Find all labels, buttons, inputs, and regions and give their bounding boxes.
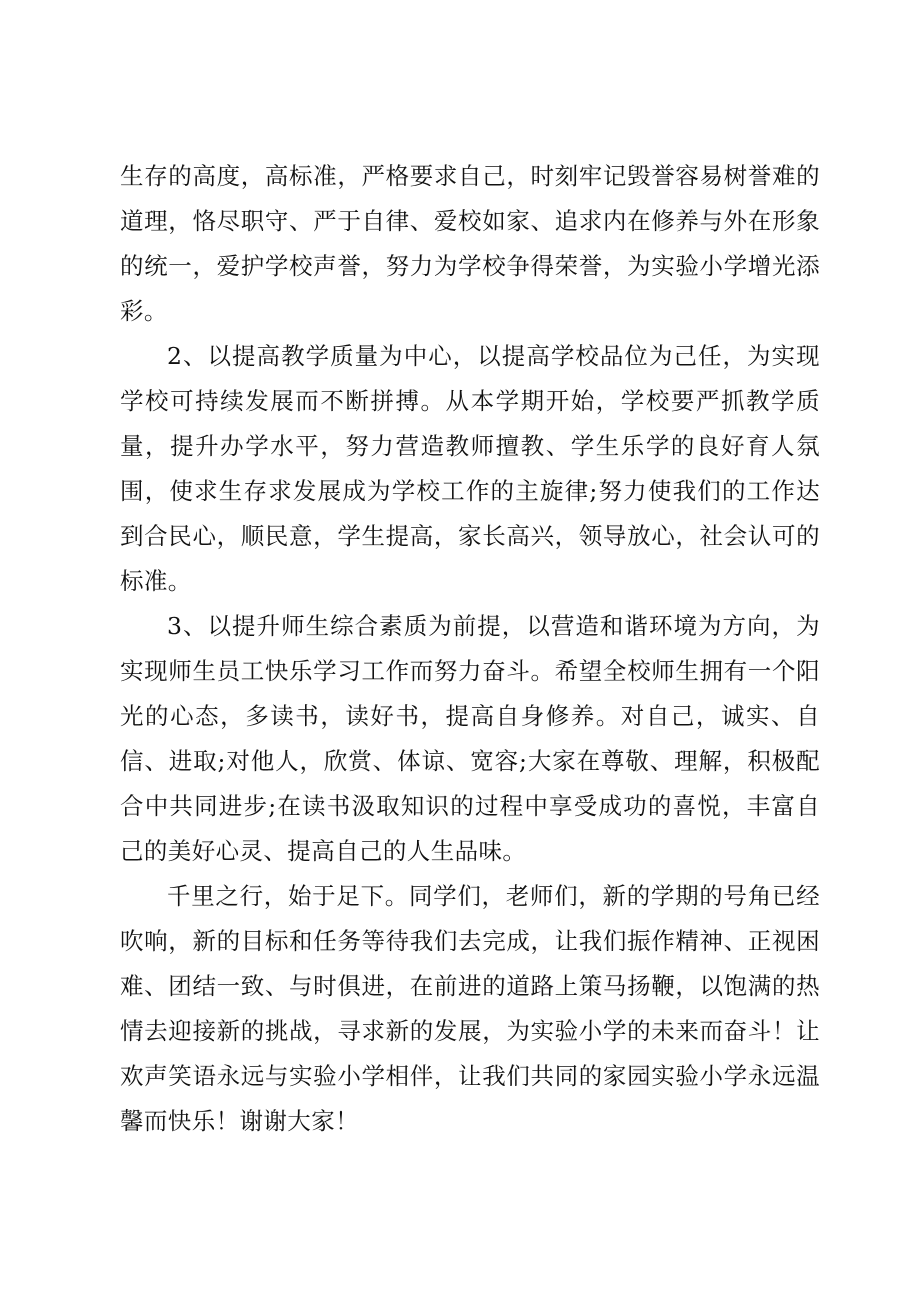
paragraph-point-2: 2、以提高教学质量为中心，以提高学校品位为己任，为实现学校可持续发展而不断拼搏。从本学期开始，学校要严抓教学质量，提升办学水平，努力营造教师擅教、学生乐学的良好育人氛围，使求生存求发展成为学校工作的主旋律;努力使我们的工作达到合民心，顺民意，学生提高，家长高兴，领导放心，社会认可的标准。 <box>120 342 820 595</box>
paragraph-closing: 千里之行，始于足下。同学们，老师们，新的学期的号角已经吹响，新的目标和任务等待我们去完成，让我们振作精神、正视困难、团结一致、与时俱进，在前进的道路上策马扬鞭，以饱满的热情去迎接新的挑战，寻求新的发展，为实验小学的未来而奋斗！让欢声笑语永远与实验小学相伴，让我们共同的家园实验小学永远温馨而快乐！谢谢大家！ <box>120 882 820 1135</box>
paragraph-continuation: 生存的高度，高标准，严格要求自己，时刻牢记毁誉容易树誉难的道理，恪尽职守、严于自律、爱校如家、追求内在修养与外在形象的统一，爱护学校声誉，努力为学校争得荣誉，为实验小学增光添彩。 <box>120 162 820 325</box>
document-body <box>120 154 820 1144</box>
paragraph-point-3: 3、以提升师生综合素质为前提，以营造和谐环境为方向，为实现师生员工快乐学习工作而努力奋斗。希望全校师生拥有一个阳光的心态，多读书，读好书，提高自身修养。对自己，诚实、自信、进取;对他人，欣赏、体谅、宽容;大家在尊敬、理解，积极配合中共同进步;在读书汲取知识的过程中享受成功的喜悦，丰富自己的美好心灵、提高自己的人生品味。 <box>120 612 820 865</box>
